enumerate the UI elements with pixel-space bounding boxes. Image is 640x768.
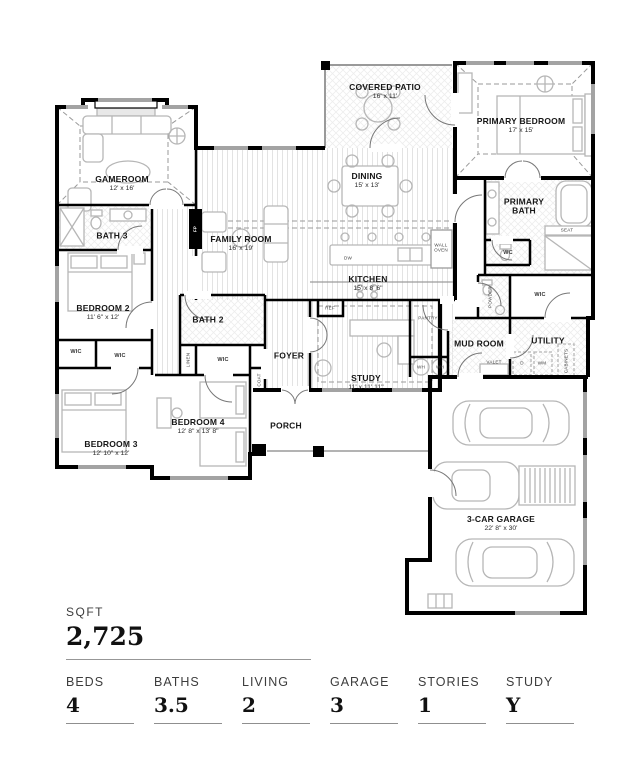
stat-value: 3.5: [154, 693, 189, 717]
room-dims: 12' 8" x 13' 8": [177, 428, 219, 436]
fixture-label-linen: LINEN: [185, 352, 191, 368]
stat-value: 3: [330, 693, 344, 717]
room-name: PORCH: [270, 420, 302, 431]
stat-value: 4: [66, 693, 80, 717]
stat-value: 1: [418, 693, 432, 717]
stat-label: LIVING: [242, 675, 289, 689]
room-dims: 12' x 16': [109, 185, 135, 193]
room-name: MUD ROOM: [454, 338, 504, 349]
sqft-value: 2,725: [66, 622, 145, 651]
stat-label: BEDS: [66, 675, 105, 689]
fixture-label-seat: SEAT: [560, 227, 574, 233]
fixture-label-wic-bed2-b: WIC: [114, 353, 126, 359]
fixture-label-washer: WM: [537, 360, 547, 366]
fixture-label-valet: VALET: [486, 359, 502, 365]
stats-panel: [66, 605, 606, 724]
fixture-label-wall-oven: WALL OVEN: [434, 242, 448, 253]
fixture-label-cabinets: CABINETS: [563, 348, 569, 374]
stat-baths: [154, 675, 242, 724]
fixture-label-fireplace: FP: [192, 225, 198, 233]
room-dims: 16' x 19': [228, 245, 254, 253]
stats-row: [66, 675, 606, 724]
room-dims: 11' 6" x 12': [86, 314, 120, 322]
fixture-label-ref: REF: [325, 305, 335, 311]
room-dims: 16' x 11': [372, 93, 398, 101]
room-name: BATH 2: [192, 314, 224, 325]
room-name: BEDROOM 3: [84, 439, 138, 450]
stat-label: STUDY: [506, 675, 554, 689]
stat-label: GARAGE: [330, 675, 390, 689]
stat-living: [242, 675, 330, 724]
fixture-label-wh-2: WH: [435, 364, 445, 370]
room-name: 3-CAR GARAGE: [466, 514, 536, 525]
room-dims: 17' x 15': [508, 127, 534, 135]
room-name: BEDROOM 2: [76, 303, 130, 314]
room-name: COVERED PATIO: [349, 82, 421, 93]
room-name: FOYER: [273, 350, 305, 361]
fixture-label-wh-1: WH: [416, 364, 426, 370]
room-name: UTILITY: [531, 335, 565, 346]
stat-study: [506, 675, 594, 724]
stat-underline: [506, 717, 574, 724]
fixture-label-pantry: PANTRY: [418, 315, 438, 321]
room-name: BEDROOM 4: [171, 417, 225, 428]
room-name: DINING: [351, 171, 383, 182]
room-dims: 15' x 13': [354, 182, 380, 190]
fixture-label-dryer: D: [520, 360, 524, 366]
stat-underline: [154, 717, 222, 724]
stat-underline: [418, 717, 486, 724]
fixture-label-coat: COAT: [256, 373, 262, 387]
stat-label: BATHS: [154, 675, 200, 689]
sqft-rule: [66, 659, 311, 660]
room-name: FAMILY ROOM: [210, 234, 272, 245]
fixture-label-wic-bed4: WIC: [217, 357, 229, 363]
room-dims: 12' 10" x 12': [92, 450, 130, 458]
fixture-label-wic-primary: WIC: [534, 292, 546, 298]
stat-label: STORIES: [418, 675, 480, 689]
stat-underline: [330, 717, 398, 724]
stat-stories: [418, 675, 506, 724]
fixture-label-wc-primary: WC: [503, 250, 513, 256]
stat-value: Y: [506, 693, 521, 717]
room-name: PRIMARY BEDROOM: [476, 116, 566, 127]
room-dims: 11' x 11' 11": [348, 384, 384, 392]
stat-underline: [66, 717, 134, 724]
room-dims: 15' x 8' 6": [353, 285, 383, 293]
room-name: KITCHEN: [348, 274, 388, 285]
room-name: PRIMARY BATH: [503, 196, 545, 216]
stat-value: 2: [242, 693, 256, 717]
sqft-label: SQFT: [66, 605, 104, 619]
stat-underline: [242, 717, 310, 724]
fixture-label-dw: DW: [343, 255, 353, 261]
fixture-label-wic-bed2-a: WIC: [70, 349, 82, 355]
room-dims: 22' 8" x 30': [484, 525, 518, 533]
stat-beds: [66, 675, 154, 724]
room-name: BATH 3: [96, 230, 128, 241]
fixture-label-powder: POWDER: [487, 286, 493, 308]
stat-garage: [330, 675, 418, 724]
room-name: GAMEROOM: [95, 174, 149, 185]
room-name: STUDY: [351, 373, 381, 384]
